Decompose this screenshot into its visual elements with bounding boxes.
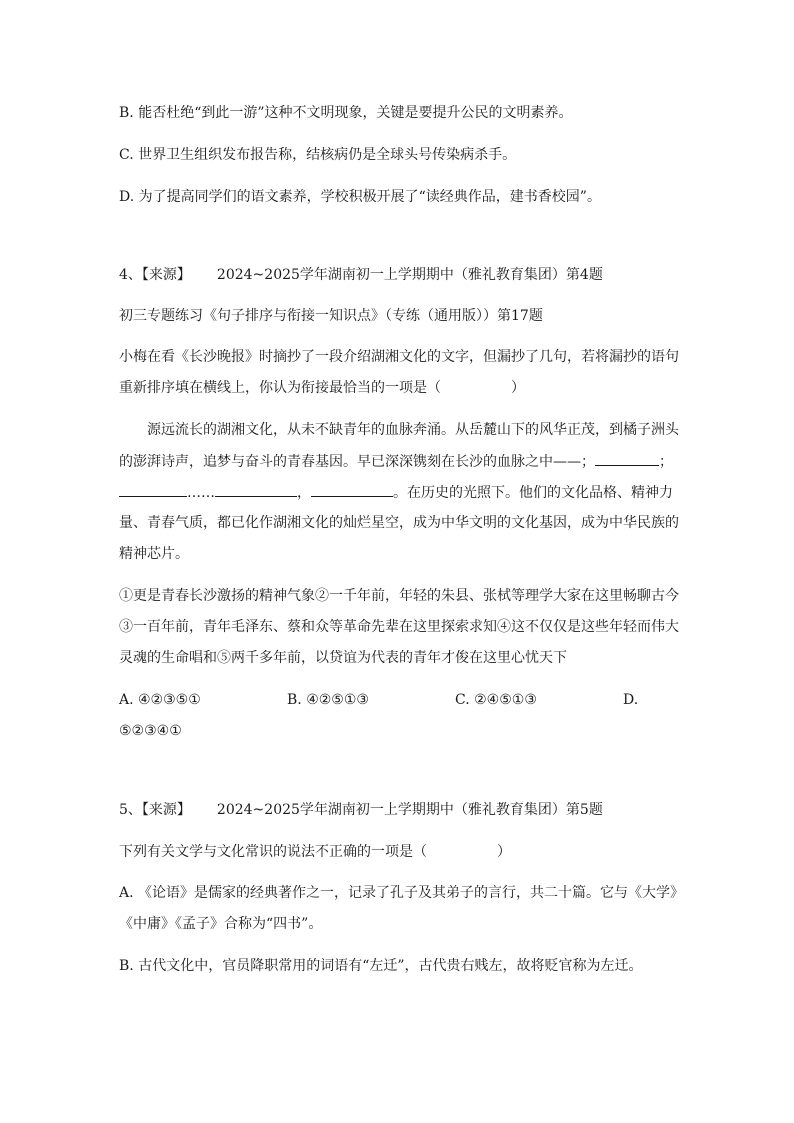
q3-option-b: B. 能否杜绝“到此一游”这种不文明现象，关键是要提升公民的文明素养。 [119,105,573,121]
q3-option-d: D. 为了提高同学们的语文素养，学校积极开展了“读经典作品，建书香校园”。 [119,189,601,205]
q4-passage-line1: 源远流长的湖湘文化，从未不缺青年的血脉奔涌。从岳麓山下的风华正茂，到橘子洲头 [147,422,679,438]
q4-passage-line3 [119,482,673,503]
q5-option-a-line1[interactable]: A. 《论语》是儒家的经典著作之一，记录了孔子及其弟子的言行，共二十篇。它与《大学》 [119,885,685,901]
q4-option-b[interactable]: B. ④②⑤①③ [287,692,369,708]
q4-ellipsis: …… [187,485,215,501]
q5-header [119,800,603,820]
q5-stem: 下列有关文学与文化常识的说法不正确的一项是（ ） [119,844,511,860]
q4-sentences-line2: ③一百年前，青年毛泽东、蔡和众等革命先辈在这里探索求知④这不仅仅是这些年轻而伟大 [119,619,679,635]
q4-passage-line2 [119,451,673,472]
fill-blank-2[interactable] [119,482,187,497]
q4-option-a[interactable]: A. ④②③⑤① [119,692,201,708]
q4-option-d-value: ⑤②③④① [119,723,182,739]
q4-source: 2024~2025学年湖南初一上学期期中（雅礼教育集团）第4题 [216,267,603,283]
q4-option-d[interactable]: D. [623,692,639,708]
q4-passage-line2-text: 的澎湃诗声，追梦与奋斗的青春基因。早已深深镌刻在长沙的血脉之中——； [119,454,595,470]
q4-passage-line4: 量、青春气质，都已化作湖湘文化的灿烂星空，成为中华文明的文化基因，成为中华民族的 [119,515,679,531]
q4-sentences-line1: ①更是青春长沙激扬的精神气象②一千年前，年轻的朱县、张栻等理学大家在这里畅聊古今 [119,588,679,604]
q4-passage-line5: 精神芯片。 [119,546,189,562]
fill-blank-3[interactable] [215,482,297,497]
q4-sentences-line3: 灵魂的生命唱和⑤两千多年前，以贷谊为代表的青年才俊在这里心忧天下 [119,650,567,666]
q3-option-c: C. 世界卫生组织发布报告称，结核病仍是全球头号传染病杀手。 [119,147,517,163]
fill-blank-4[interactable] [311,482,393,497]
q4-option-c[interactable]: C. ②④⑤①③ [455,692,537,708]
q4-stem-line1: 小梅在看《长沙晚报》时摘抄了一段介绍湖湘文化的文字，但漏抄了几句，若将漏抄的语句 [119,349,679,365]
q4-passage-line3-text: 。在历史的光照下。他们的文化品格、精神力 [393,485,673,501]
q5-source: 2024~2025学年湖南初一上学期期中（雅礼教育集团）第5题 [216,802,603,818]
q5-option-b[interactable]: B. 古代文化中，官员降职常用的词语有“左迁”，古代贵右贱左，故将贬官称为左迁。 [119,958,643,974]
q5-option-a-line2: 《中庸》《孟子》合称为“四书”。 [119,916,323,932]
q4-passage-line2-end: ； [659,454,673,470]
q4-number: 4、【来源】 [119,267,191,283]
fill-blank-1[interactable] [595,451,659,466]
q4-stem-line2: 重新排序填在横线上，你认为衔接最恰当的一项是（ ） [119,380,525,396]
q4-source2: 初三专题练习《句子排序与衔接一知识点》（专练（通用版））第17题 [119,308,543,324]
q4-comma: ， [297,485,311,501]
q4-header [119,265,603,285]
q5-number: 5、【来源】 [119,802,191,818]
